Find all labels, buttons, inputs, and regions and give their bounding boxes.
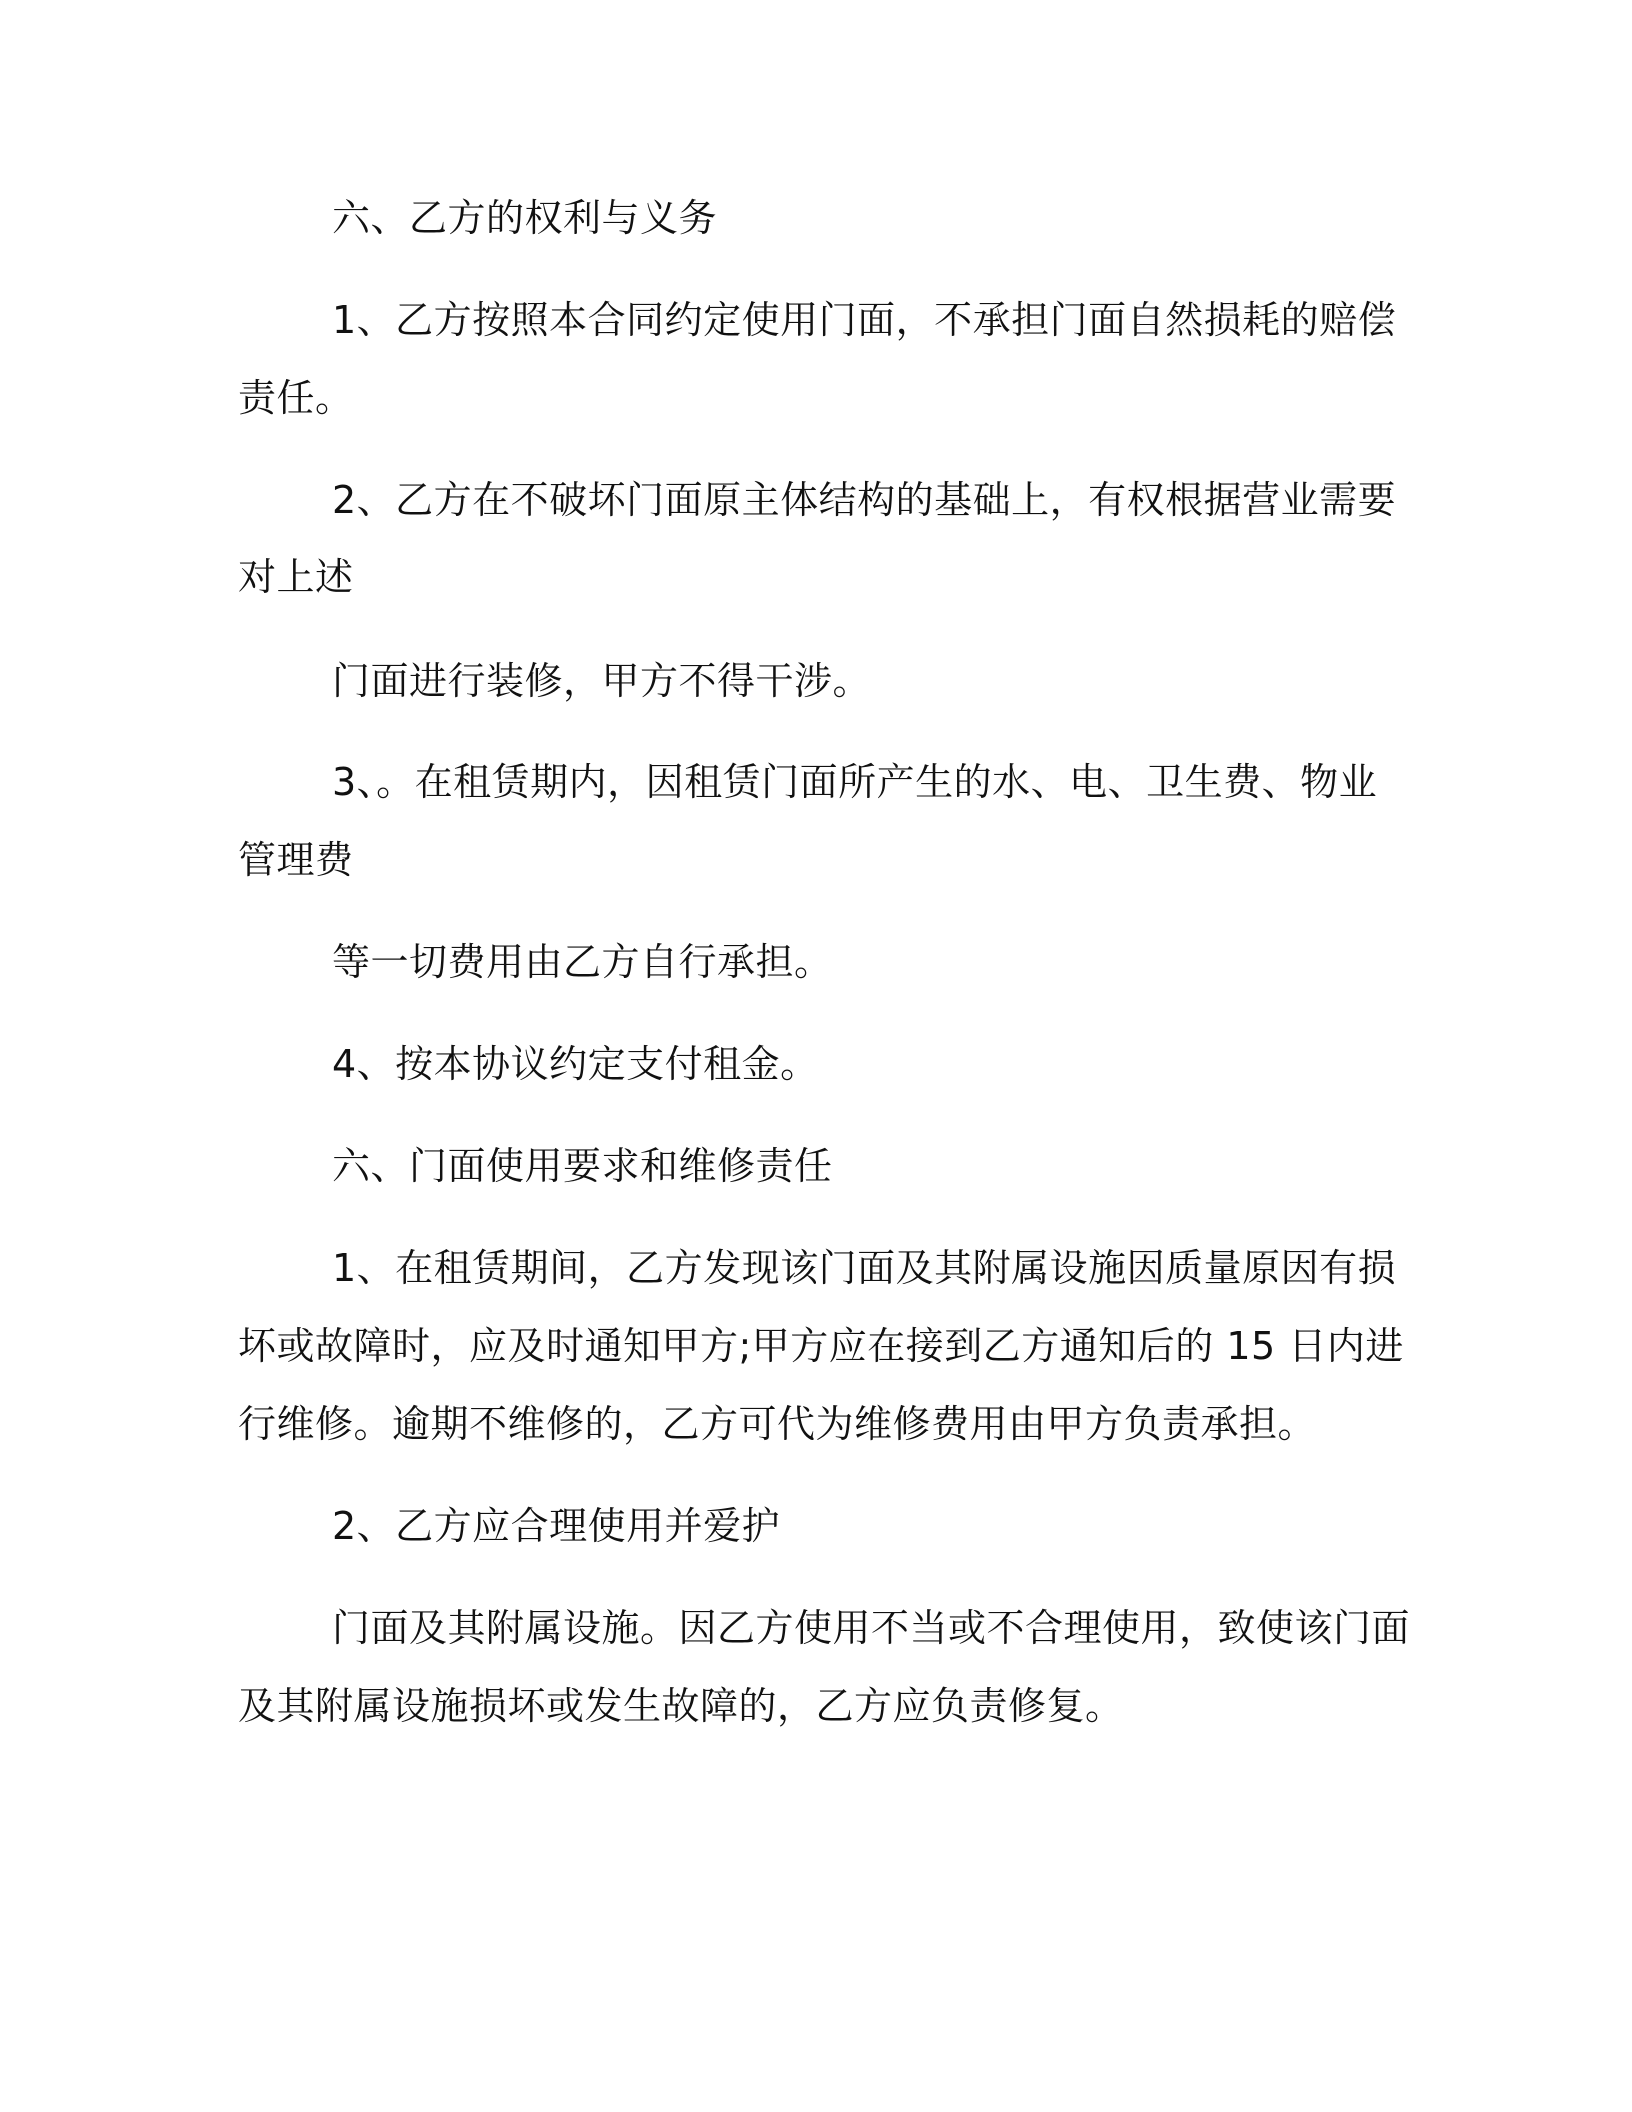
paragraph-line: 门面及其附属设施。因乙方使用不当或不合理使用，致使该门面 [332,1606,1411,1650]
section-heading: 六、门面使用要求和维修责任 [332,1144,833,1188]
paragraph-line: 对上述 [238,555,354,599]
paragraph-line: 2、乙方应合理使用并爱护 [332,1504,781,1548]
paragraph-line: 1、乙方按照本合同约定使用门面，不承担门面自然损耗的赔偿 [332,298,1397,342]
paragraph-line: 及其附属设施损坏或发生故障的，乙方应负责修复。 [238,1684,1124,1728]
paragraph-line: 2、乙方在不破坏门面原主体结构的基础上，有权根据营业需要 [332,478,1397,522]
paragraph-line: 行维修。逾期不维修的，乙方可代为维修费用由甲方负责承担。 [238,1402,1317,1446]
paragraph-line: 3、。在租赁期内，因租赁门面所产生的水、电、卫生费、物业 [332,760,1378,804]
section-heading: 六、乙方的权利与义务 [332,196,718,240]
paragraph-line: 等一切费用由乙方自行承担。 [332,940,833,984]
paragraph-line: 4、按本协议约定支付租金。 [332,1042,819,1086]
paragraph-line: 1、在租赁期间，乙方发现该门面及其附属设施因质量原因有损 [332,1246,1397,1290]
paragraph-line: 坏或故障时，应及时通知甲方;甲方应在接到乙方通知后的 15 日内进 [238,1324,1404,1368]
paragraph-line: 管理费 [238,838,354,882]
paragraph-line: 门面进行装修，甲方不得干涉。 [332,659,872,703]
paragraph-line: 责任。 [238,376,354,420]
